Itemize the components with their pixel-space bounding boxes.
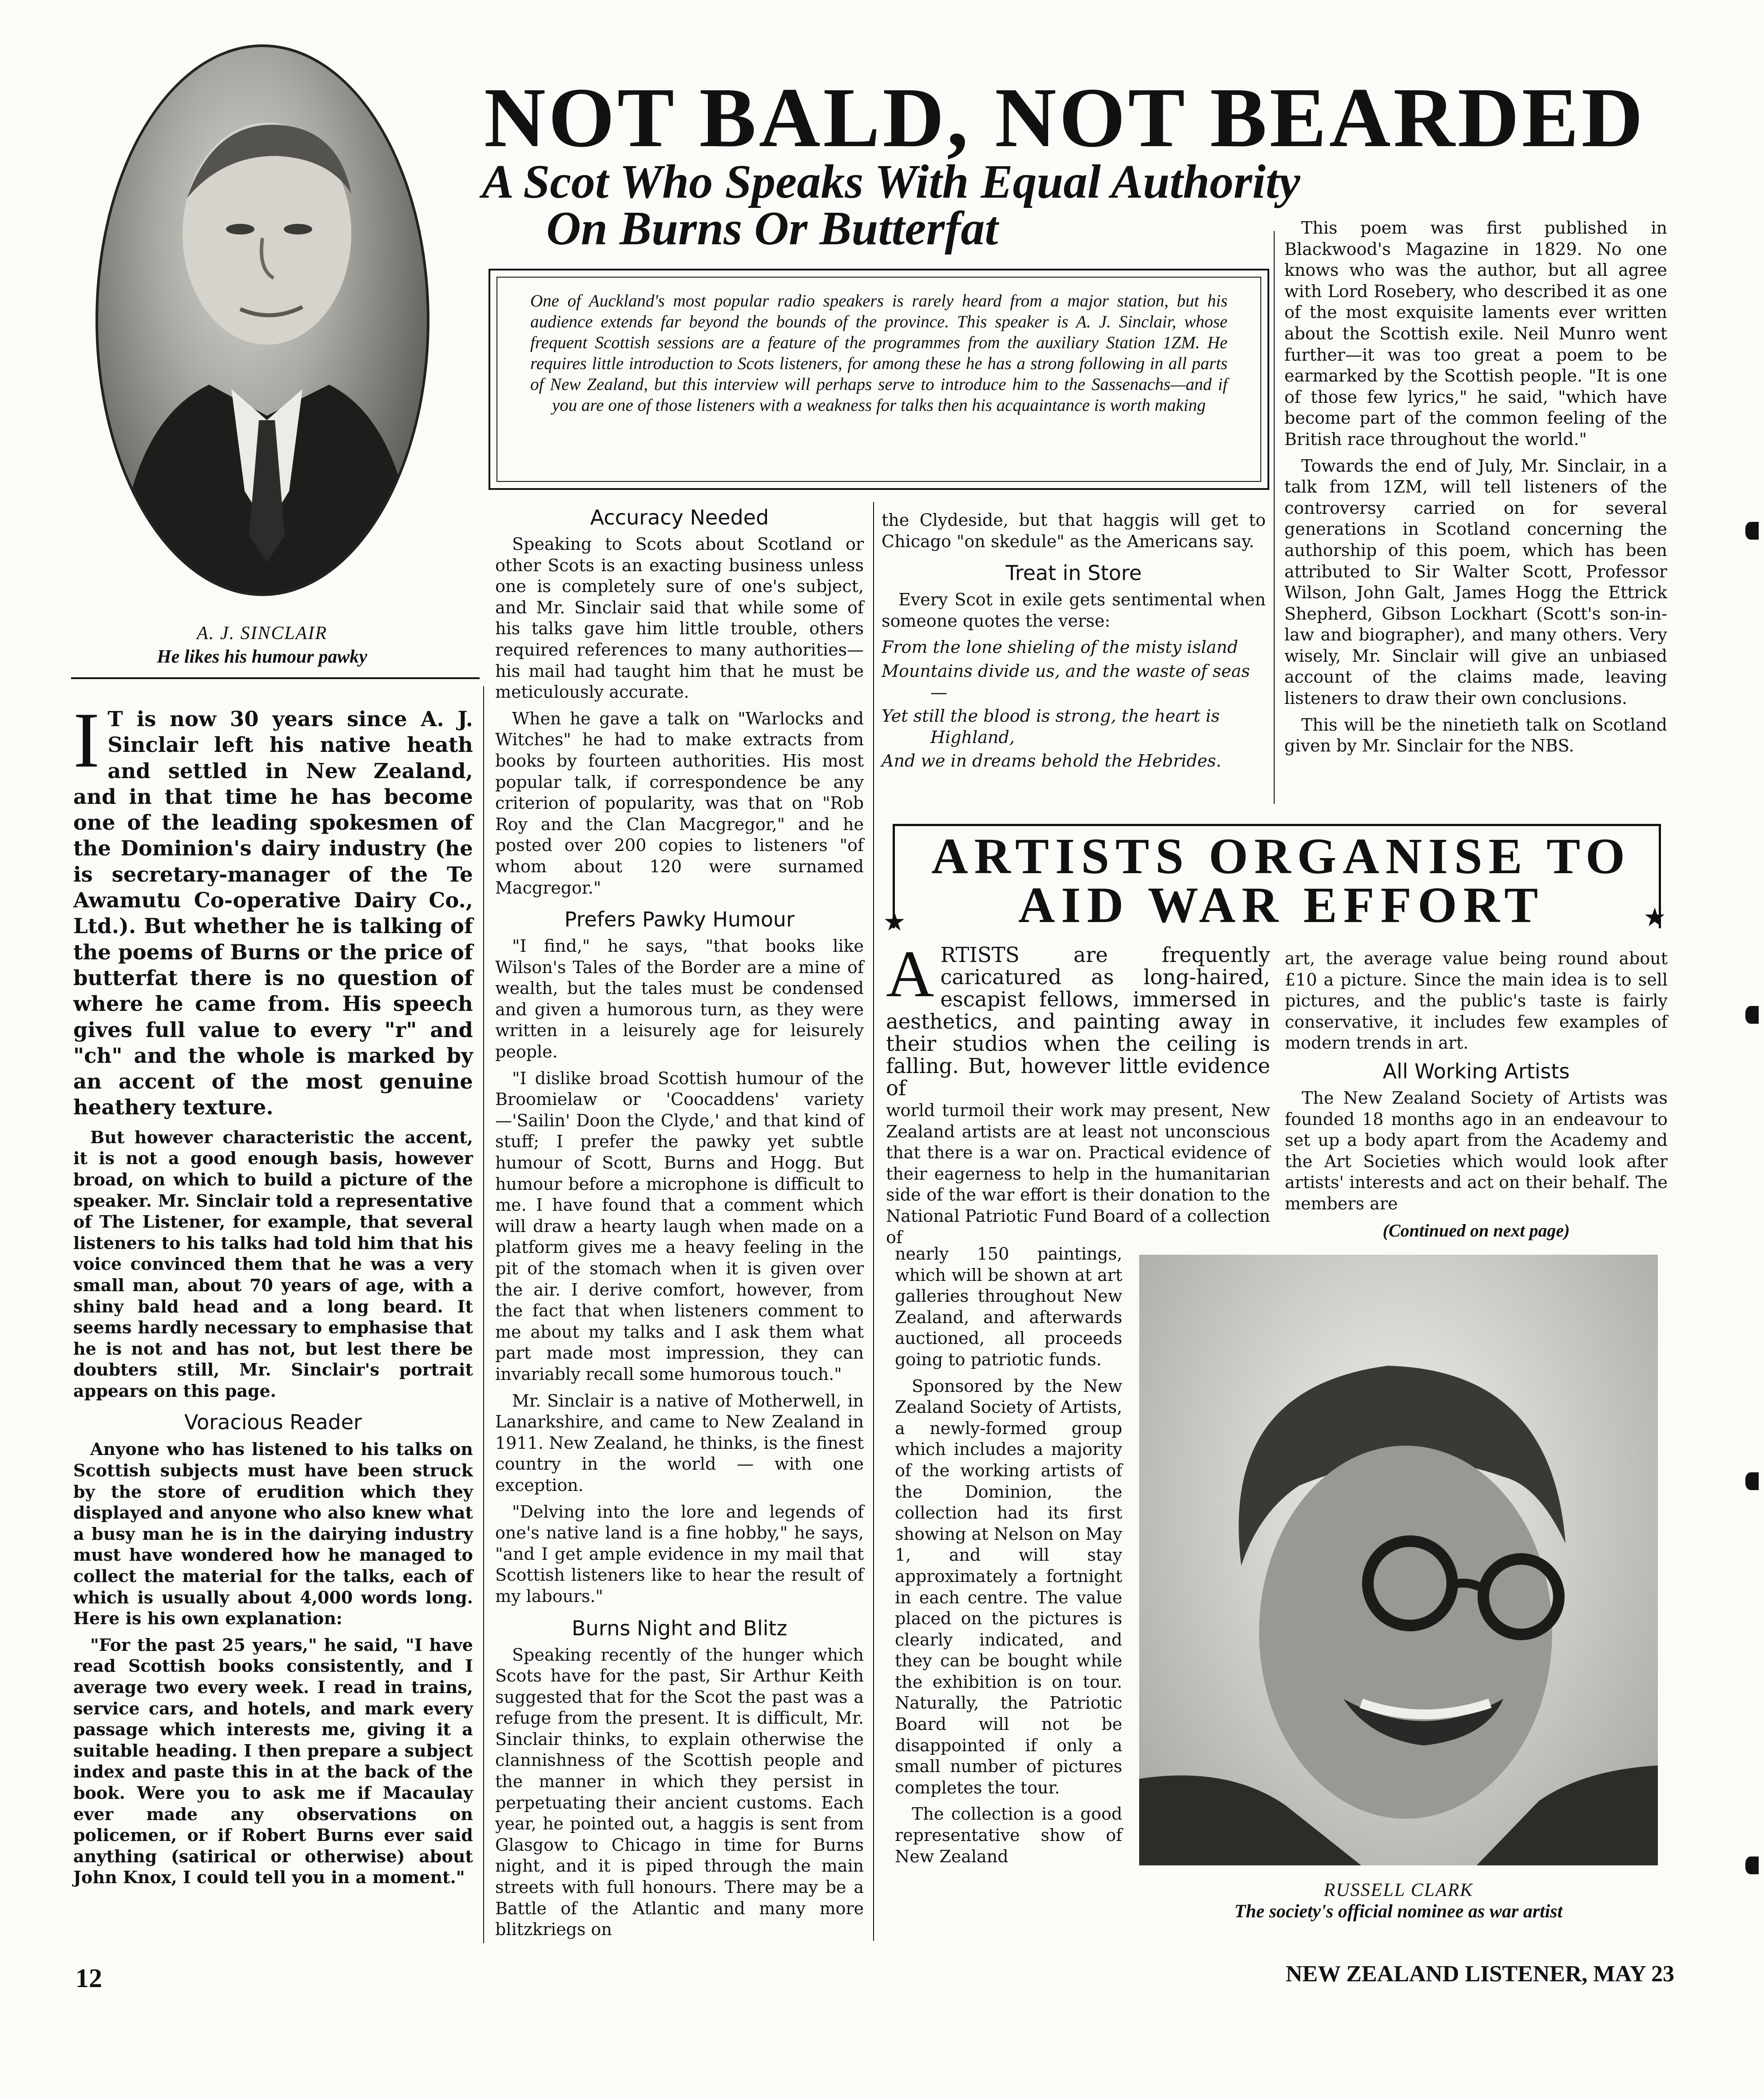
intro-box [489, 269, 1269, 490]
col3-paragraph-1: the Clydeside, but that haggis will get to Chicago "on skedule" as the Americans say. [882, 510, 1266, 551]
col2-paragraph-1: Speaking to Scots about Scotland or other Scots is an exacting business unless one is completely sure of one's subject, and Mr. Sinclair said that while some of his talks gave him little trouble, others required references to many authorities—his mail had taught him that he must be meticulously accurate. [495, 534, 864, 702]
portrait-clark-name: RUSSELL CLARK [1323, 1880, 1474, 1900]
col1-paragraph-2: Anyone who has listened to his talks on Scottish subjects must have been struck by the store of erudition which they displayed and anyone who also knew what a busy man he is in the dairying industry must have wondered how he managed to collect the material for the talks, each of which is usually about 4,000 words long. Here is his own explanation: [73, 1439, 473, 1629]
publication-footer: NEW ZEALAND LISTENER, MAY 23 [1285, 1961, 1674, 1987]
column-3 [882, 510, 1266, 775]
col1-lead-text: T is now 30 years since A. J. Sinclair left his native heath and settled in New Zealand, and in that time he has become one of the leading spokesmen of the Dominion's dairy industry (he is secretary-manager of the Te Awamutu Co-operative Dairy Co., Ltd.). But whether he is talking of the poems of Burns or the price of butterfat there is no question of where he came from. His speech gives full value to every "r" and "ch" and the whole is marked by an accent of the most genuine heathery texture. [73, 707, 473, 1120]
portrait-sinclair-illustration [98, 47, 427, 593]
artists-lead-text: RTISTS are frequently caricatured as long-haired, escapist fellows, immersed in aesthetics, and painting away in their studios when the ceiling is falling. But, however little evidence of [886, 943, 1270, 1100]
col2-paragraph-7: Speaking recently of the hunger which Scots have for the past, Sir Arthur Keith suggested that for the Scot the past was a refuge from the present. It is difficult, Mr. Sinclair thinks, to explain otherwise the clannishness of the Scottish people and the manner in which they persist in perpetuating their ancient customs. Each year, he pointed out, a haggis is sent from Glasgow to Chicago in time for Burns night, and it is piped through the main streets with full honours. There may be a Battle of the Atlantic and many more blitzkriegs on [495, 1645, 864, 1940]
artists-paragraph-4: art, the average value being round about £10 a picture. Since the main idea is to sell pictures, and the public's taste is fairly conservative, it includes few examples of modern trends in art. [1285, 949, 1668, 1053]
column-rule-2 [873, 502, 874, 1941]
column-rule-1 [483, 686, 484, 1943]
portrait-sinclair-caption: He likes his humour pawky [157, 647, 367, 667]
col2-paragraph-3: "I find," he says, "that books like Wilson's Tales of the Border are a mine of wealth, but the tales must be condensed and given a humorous turn, as they were written in a leisurely age for leisurely people. [495, 936, 864, 1062]
intro-text: One of Auckland's most popular radio speakers is rarely heard from a major station, but his audience extends far beyond the bounds of the province. This speaker is A. J. Sinclair, whose frequent Scottish sessions are a feature of the programmes from the auxiliary Station 1ZM. He requires little introduction to Scots listeners, for among these he has a strong following in all parts of New Zealand, but this interview will perhaps serve to introduce him to the Sassenachs—and if you are one of those listeners with a weakness for talks then his acquaintance is worth making [530, 291, 1228, 415]
portrait-sinclair-name: A. J. SINCLAIR [197, 623, 327, 644]
subhead-prefers-pawky-humour: Prefers Pawky Humour [564, 907, 795, 932]
margin-mark [1745, 1006, 1759, 1024]
star-left: ★ [883, 906, 906, 937]
artists-paragraph-1b: nearly 150 paintings, which will be shown at art galleries throughout New Zealand, and afterwards auctioned, all proceeds going to patriotic funds. [895, 1244, 1122, 1369]
col4-paragraph-3: This will be the ninetieth talk on Scotland given by Mr. Sinclair for the NBS. [1284, 715, 1667, 756]
column-4 [1284, 218, 1667, 762]
col2-paragraph-2: When he gave a talk on "Warlocks and Witches" he had to make extracts from books by fourteen authorities. His most popular talk, if correspondence be any criterion of popularity, was that on "Rob Roy and the Clan Macgregor," and he posted over 200 copies to listeners "of whom about 120 were surnamed Macgregor." [495, 708, 864, 898]
artists-column-b [1285, 948, 1668, 1241]
subhead-accuracy-needed: Accuracy Needed [590, 505, 769, 529]
subhead-treat-in-store: Treat in Store [1005, 561, 1142, 585]
col1-paragraph-1: But however characteristic the accent, it is not a good enough basis, however broad, on which to build a picture of the speaker. Mr. Sinclair told a representative of The Listener, for example, that several listeners to his talks had told him that his voice convinced them that he was a very small man, about 70 years of age, with a shiny bald head and a long beard. It seems hardly necessary to emphasise that he is not and has not, but lest there be doubters still, Mr. Sinclair's portrait appears on this page. [73, 1127, 473, 1401]
artists-column-a-narrow [895, 1244, 1122, 1872]
artists-headline-line2: AID WAR EFFORT [1018, 877, 1545, 933]
subhead-voracious-reader: Voracious Reader [184, 1410, 362, 1435]
col2-paragraph-5: Mr. Sinclair is a native of Motherwell, in Lanarkshire, and came to New Zealand in 1911. New Zealand, he thinks, is the finest country in the world — with one exception. [495, 1391, 864, 1495]
artists-headline-line1: ARTISTS ORGANISE TO [931, 828, 1631, 884]
column-rule-3 [1274, 231, 1275, 804]
artists-paragraph-1: world turmoil their work may present, New Zealand artists are at least not unconscious that there is a war on. Practical evidence of their eagerness to help in the humanitarian side of the war effort is their donation to the National Patriotic Fund Board of a collection of [886, 1101, 1270, 1247]
col3-paragraph-2: Every Scot in exile gets sentimental when someone quotes the verse: [882, 590, 1266, 631]
column-2 [495, 497, 864, 1946]
portrait-clark-illustration [1139, 1255, 1658, 1865]
subhead-burns-night: Burns Night and Blitz [572, 1616, 787, 1640]
subheadline-line2: On Burns Or Butterfat [546, 202, 998, 255]
col2-paragraph-4: "I dislike broad Scottish humour of the Broomielaw or 'Coocaddens' variety—'Sailin' Doon the Clyde,' and that kind of stuff; I prefer the pawky yet subtle humour of Scott, Burns and Hogg. But humour before a microphone is difficult to me. I have found that a comment which will draw a hearty laugh when made on a platform gives me a heavy feeling in the pit of the stomach when it is given over the air. I derive comfort, however, from the fact that when listeners comment to me about my talks and I ask them what part made most impression, they can invariably recall some humorous touch." [495, 1068, 864, 1384]
portrait-clark-caption: The society's official nominee as war artist [1234, 1901, 1563, 1922]
col1-lead [73, 696, 473, 1121]
dropcap-i: I [73, 696, 100, 784]
star-right: ★ [1643, 902, 1666, 932]
col1-paragraph-3: "For the past 25 years," he said, "I have read Scottish books consistently, and I average two every week. I read in trains, service cars, and hotels, and mark every passage which interests me, giving it a suitable heading. I then prepare a subject index and paste this in at the back of the book. Were you to ask me if Macaulay ever made any observations on policemen, or if Robert Burns ever said anything (satirical or otherwise) about John Knox, I could tell you in a moment." [73, 1634, 473, 1888]
artists-paragraph-5: The New Zealand Society of Artists was founded 18 months ago in an endeavour to set up a body apart from the Academy and the Art Societies which would look after artists' interests and act on their behalf. The members are [1285, 1088, 1668, 1213]
portrait-sinclair [95, 44, 429, 596]
margin-mark [1745, 522, 1759, 540]
margin-mark [1745, 1857, 1759, 1874]
caption-rule [71, 677, 480, 679]
column-1 [73, 696, 473, 1893]
artists-headline-box [893, 824, 1661, 933]
artists-paragraph-3: The collection is a good representative show of New Zealand [895, 1804, 1122, 1866]
artists-lead [886, 937, 1270, 1100]
col4-paragraph-1: This poem was first published in Blackwood's Magazine in 1829. No one knows who was the author, but all agree with Lord Rosebery, who described it as one of the most exquisite laments ever written about the Scottish exile. Neil Munro went further—it was too great a poem to be earmarked by the Scottish people. "It is one of those few lyrics," he said, "which have become part of the common feeling of the British race throughout the world." [1284, 218, 1667, 449]
artists-paragraph-2: Sponsored by the New Zealand Society of Artists, a newly-formed group which includes a majority of the working artists of the Dominion, the collection had its first showing at Nelson on May 1, and will stay approximately a fortnight in each centre. The value placed on the pictures is clearly indicated, and they can be bought while the exhibition is on tour. Naturally, the Patriotic Board will not be disappointed if only a small number of pictures completes the tour. [895, 1376, 1122, 1797]
poem-line: From the lone shieling of the misty island [882, 637, 1238, 657]
subheadline-line1: A Scot Who Speaks With Equal Authority [482, 155, 1300, 208]
col2-paragraph-6: "Delving into the lore and legends of one's native land is a fine hobby," he says, "and I get ample evidence in my mail that Scottish listeners like to hear the result of my labours." [495, 1502, 864, 1606]
subhead-all-working-artists: All Working Artists [1383, 1059, 1570, 1083]
poem-line: Yet still the blood is strong, the heart is Highland, [882, 706, 1220, 747]
margin-mark [1745, 1472, 1759, 1490]
headline: NOT BALD, NOT BEARDED [484, 70, 1646, 165]
poem-line: Mountains divide us, and the waste of seas— [882, 661, 1250, 702]
portrait-clark [1139, 1255, 1658, 1865]
col4-paragraph-2: Towards the end of July, Mr. Sinclair, in a talk from 1ZM, will tell listeners of the controversy carried on for several generations in Scotland concerning the authorship of this poem, which has been attributed to Sir Walter Scott, Professor Wilson, John Galt, James Hogg the Ettrick Shepherd, Gibson Lockhart (Scott's son-in-law and biographer), and many others. Very wisely, Mr. Sinclair will give an unbiased account of the claims made, leaving listeners to draw their own conclusions. [1284, 456, 1667, 708]
artists-column-a [886, 937, 1270, 1253]
poem-line: And we in dreams behold the Hebrides. [882, 751, 1222, 771]
dropcap-a: A [886, 937, 934, 1011]
page-number: 12 [75, 1964, 102, 1993]
continued-note: (Continued on next page) [1383, 1220, 1570, 1240]
